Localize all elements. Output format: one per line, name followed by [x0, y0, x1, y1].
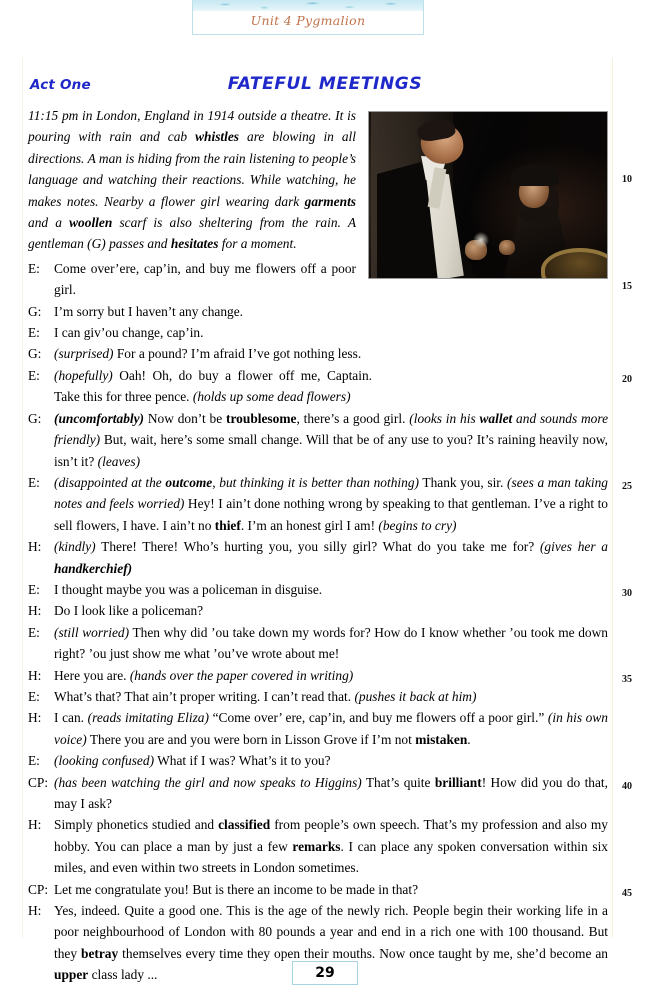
dialogue-text: “Come over’ ere, cap’in, and buy me flowers off a poor girl.” [208, 710, 548, 726]
speaker-label: E: [28, 624, 40, 640]
speaker-label: G: [28, 346, 42, 362]
stage-direction-inline: (surprised) [54, 346, 114, 362]
stage-direction-text: 11:15 pm in London, England in 1914 outside a theatre. It is pouring with rain and cab [28, 108, 356, 145]
dialogue-line [28, 365, 372, 408]
dialogue-line [28, 322, 372, 343]
dialogue-text: There! There! Who’s hurting you, you silly girl? What do you take me for? [95, 539, 540, 555]
dialogue-line [28, 750, 608, 771]
page-number-badge: 29 [292, 961, 358, 985]
dialogue-text: There you are and you were born in Lisson Grove if I’m not [86, 731, 416, 747]
dialogue-text: Yes, indeed. Quite a good one. This is the age of the newly rich. People begin their working life in a poor neighbourhood of London with 80 pounds a year and end in a rich one with 100 thousand. But they [54, 903, 608, 961]
line-number: 40 [622, 781, 632, 792]
glossary-term: remarks [292, 838, 341, 854]
speaker-label: E: [28, 260, 40, 276]
dialogue-text: Oah! Oh, do buy a flower off me, Captain. Take this for three pence. [54, 367, 372, 405]
glossary-term: wallet [479, 410, 513, 426]
dialogue-text: For a pound? I’m afraid I’ve got nothing less. [113, 346, 362, 362]
dialogue-line [28, 814, 608, 878]
dialogue-line [28, 879, 608, 900]
dialogue-text: But, wait, here’s some small change. Will that be of any use to you? It’s raining heavily now, isn’t it? [54, 432, 608, 469]
glossary-term: brilliant [434, 774, 482, 790]
stage-direction-inline: (holds up some dead flowers) [192, 389, 351, 405]
stage-direction-text: are blowing in all directions. A man is hiding from the rain listening to people’s language and watching their reactions. While watching, he makes notes. Nearby a flower girl wearing dark [28, 129, 356, 209]
dialogue-line [28, 343, 372, 364]
stage-direction-inline: and sounds more friendly) [54, 410, 609, 448]
dialogue-text: ! How did you do that, may I ask? [54, 774, 608, 811]
flowers-icon [473, 232, 489, 248]
line-number: 30 [622, 588, 632, 599]
line-number: 35 [622, 674, 632, 685]
dialogue-text: Here you are. [54, 667, 130, 683]
stage-direction-inline: , but thinking it is better than nothing) [212, 474, 419, 490]
watercolor-strip-decoration [193, 0, 423, 11]
dialogue-text: Let me congratulate you! But is there an income to be made in that? [54, 881, 419, 897]
stage-direction-text: for a moment. [218, 236, 297, 252]
stage-direction-inline: (leaves) [97, 453, 141, 469]
act-label: Act One [30, 77, 91, 93]
dialogue-text: What if I was? What’s it to you? [154, 753, 331, 769]
left-margin-rule [22, 58, 23, 938]
speaker-label: G: [28, 303, 42, 319]
stage-direction-inline: (reads imitating Eliza) [87, 710, 209, 726]
stage-direction-inline: (looks in his [409, 410, 480, 426]
page-title: FATEFUL MEETINGS [227, 74, 423, 94]
glossary-term: hesitates [170, 236, 219, 252]
line-number: 20 [622, 374, 632, 385]
dialogue-text: themselves every time they open their mouths. Now once taught by me, she’d become an [118, 945, 608, 961]
flower-girl-hat-icon [511, 164, 559, 186]
stage-direction-text: scarf is also sheltering from the rain. A gentleman (G) passes and [28, 215, 356, 252]
glossary-term: whistles [195, 129, 240, 145]
dialogue-text: , there’s a good girl. [296, 410, 410, 426]
stage-direction-inline: (has been watching the girl and now speaks to Higgins) [54, 774, 362, 790]
glossary-term: outcome [165, 474, 213, 490]
scene-illustration [368, 111, 608, 279]
dialogue-line [28, 622, 608, 665]
stage-direction-inline: (looking confused) [54, 753, 155, 769]
dialogue-text: . I’m an honest girl I am! [240, 517, 379, 533]
stage-direction-inline: (hands over the paper covered in writing) [129, 667, 354, 683]
dialogue-text: Come over’ere, cap’in, and buy me flowers off a poor girl. [54, 260, 356, 298]
glossary-term: (uncomfortably) [54, 410, 145, 426]
unit-header-box [192, 0, 424, 35]
speaker-label: H: [28, 817, 42, 833]
speaker-label: H: [28, 903, 42, 919]
dialogue-line [28, 579, 608, 600]
dialogue-line [28, 536, 608, 579]
glossary-term: troublesome [226, 410, 297, 426]
glossary-term: classified [218, 817, 271, 833]
speaker-label: E: [28, 367, 40, 383]
dialogue-line [28, 258, 372, 301]
play-text-column [28, 105, 608, 986]
dialogue-text: What’s that? That ain’t proper writing. I can’t read that. [54, 688, 355, 704]
glossary-term: woollen [69, 215, 113, 231]
stage-direction-inline: (hopefully) [54, 367, 113, 383]
speaker-label: E: [28, 581, 40, 597]
line-number: 25 [622, 481, 632, 492]
glossary-term: handkerchief) [54, 560, 133, 576]
stage-direction-inline: (still worried) [54, 624, 130, 640]
line-number: 10 [622, 174, 632, 185]
glossary-term: thief [214, 517, 241, 533]
glossary-term: garments [304, 193, 356, 209]
dialogue-text: Simply phonetics studied and [54, 817, 219, 833]
dialogue-text: Then why did ’ou take down my words for? How do I know whether ’ou took me down right? ’ou just show me what ’ou’ve wrote about me! [54, 624, 608, 662]
dialogue-line [28, 772, 608, 815]
speaker-label: H: [28, 710, 42, 726]
stage-direction-inline: (kindly) [54, 539, 96, 555]
dialogue-text: I can. [54, 710, 88, 726]
dialogue-line [28, 686, 608, 707]
speaker-label: H: [28, 667, 42, 683]
stage-direction-inline: (pushes it back at him) [354, 688, 477, 704]
stage-direction-inline: (begins to cry) [378, 517, 457, 533]
unit-title: Unit 4 Pygmalion [250, 13, 366, 28]
dialogue-line [28, 707, 608, 750]
dialogue-text: I’m sorry but I haven’t any change. [54, 303, 244, 319]
speaker-label: CP: [28, 881, 49, 897]
right-margin-rule [612, 58, 613, 938]
dialogue-text: Now don’t be [144, 410, 227, 426]
speaker-label: E: [28, 753, 40, 769]
speaker-label: G: [28, 410, 42, 426]
stage-direction-inline: (disappointed at the [54, 474, 166, 490]
stage-direction-inline: (in his own voice) [54, 710, 608, 747]
dialogue-line [28, 408, 608, 472]
dialogue-text: I thought maybe you was a policeman in disguise. [54, 581, 323, 597]
line-number: 45 [622, 888, 632, 899]
glossary-term: mistaken [415, 731, 468, 747]
line-number-gutter [622, 0, 648, 991]
dialogue-text: . I can place any spoken conversation within six miles, and even within two streets in London sometimes. [54, 838, 609, 876]
speaker-label: E: [28, 474, 40, 490]
dialogue-text: Hey! I ain’t done nothing wrong by speaking to that gentleman. I’ve a right to sell flowers, I have. I ain’t no [54, 496, 608, 533]
glossary-term: betray [81, 945, 119, 961]
dialogue-line [28, 600, 608, 621]
dialogue-line [28, 665, 608, 686]
dialogue-text: . [467, 731, 471, 747]
dialogue-text: Do I look like a policeman? [54, 603, 204, 619]
stage-direction-inline: (sees a man taking notes and feels worried) [54, 474, 608, 512]
dialogue-text: class lady ... [88, 967, 158, 983]
speaker-label: H: [28, 539, 42, 555]
speaker-label: H: [28, 603, 42, 619]
glossary-term: upper [54, 967, 89, 983]
dialogue-text: Thank you, sir. [419, 474, 508, 490]
dialogue-text: I can giv’ou change, cap’in. [54, 325, 204, 341]
dialogue-text: from people’s own speech. That’s my profession and also my hobby. You can place a man by just a few [54, 817, 608, 854]
flower-girl-hand-icon [499, 240, 515, 255]
stage-direction-text: and a [28, 215, 70, 231]
dialogue-line [28, 472, 608, 536]
dialogue-line [28, 301, 372, 322]
dialogue-list [28, 258, 608, 986]
speaker-label: E: [28, 688, 40, 704]
dialogue-text: That’s quite [361, 774, 435, 790]
line-number: 15 [622, 281, 632, 292]
speaker-label: E: [28, 325, 40, 341]
speaker-label: CP: [28, 774, 49, 790]
stage-direction-inline: (gives her a [539, 539, 608, 555]
